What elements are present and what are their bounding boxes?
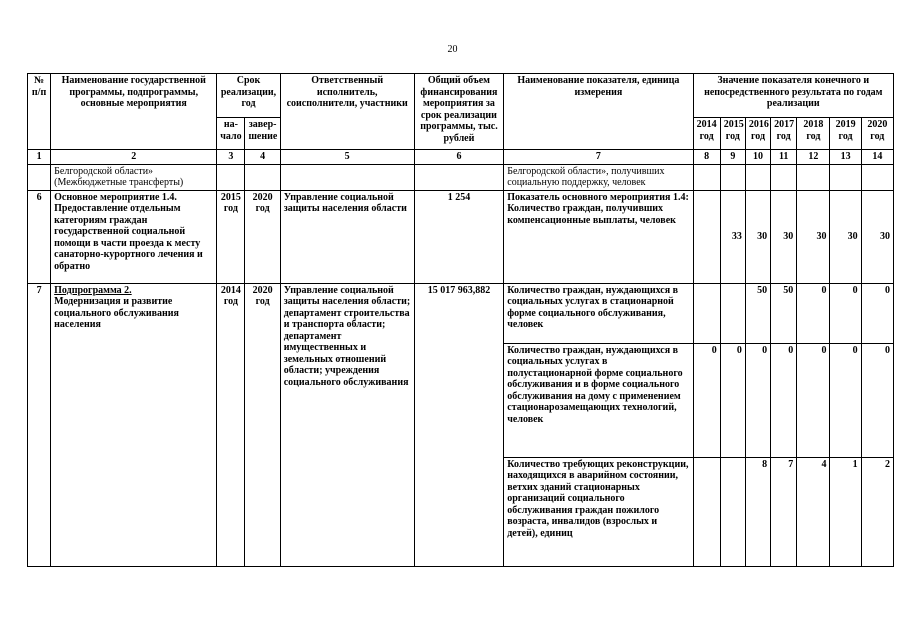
- header-year: 2016 год: [745, 118, 770, 150]
- header-funding: Общий объем финансирования мероприятия за срок реализации программы, тыс. рублей: [414, 74, 504, 150]
- row7-ind1-value: 0: [830, 283, 861, 343]
- column-number: 12: [797, 150, 830, 165]
- row7-ind1-value: 0: [797, 283, 830, 343]
- row7-name: [51, 283, 217, 566]
- row7-indicator-3: Количество требующих реконструкции, находящихся в аварийном состоянии, ветхих зданий стационарных организаций социального обслуживания граждан пожилого возраста, инвалидов (взрослых и детей), единиц: [504, 457, 693, 566]
- row7-ind3-value: [693, 457, 720, 566]
- row6-executor: Управление социальной защиты населения области: [280, 190, 414, 283]
- header-term-end: завер-шение: [245, 118, 280, 150]
- column-number: 10: [745, 150, 770, 165]
- column-number: 2: [51, 150, 217, 165]
- row7-ind1-value: 50: [771, 283, 797, 343]
- column-number: 3: [217, 150, 245, 165]
- row7-ind3-value: 2: [861, 457, 893, 566]
- row6-value: 30: [830, 190, 861, 283]
- row6-indicator: Показатель основного мероприятия 1.4: Количество граждан, получивших компенсационные выплаты, человек: [504, 190, 693, 283]
- row7-name-title: Подпрограмма 2.: [54, 284, 132, 296]
- row7-ind3-value: 7: [771, 457, 797, 566]
- row7-start: 2014 год: [217, 283, 245, 566]
- row6-value: 33: [720, 190, 745, 283]
- row6-num: 6: [28, 190, 51, 283]
- row7-ind2-value: 0: [797, 343, 830, 457]
- row6-value: 30: [797, 190, 830, 283]
- header-year: 2014 год: [693, 118, 720, 150]
- row7-ind2-value: 0: [745, 343, 770, 457]
- header-year: 2018 год: [797, 118, 830, 150]
- row7-ind1-value: 0: [861, 283, 893, 343]
- header-num: № п/п: [28, 74, 51, 150]
- column-number: 9: [720, 150, 745, 165]
- row7-name-rest: Модернизация и развитие социального обслуживания населения: [54, 296, 179, 330]
- column-number: 6: [414, 150, 504, 165]
- row7-ind1-value: [693, 283, 720, 343]
- row6-name: Основное мероприятие 1.4. Предоставление отдельным категориям граждан государственной социальной помощи в части проезда к месту санаторно-курортного лечения и обратно: [51, 190, 217, 283]
- table-row-7: [28, 283, 894, 343]
- row7-funding: 15 017 963,882: [414, 283, 504, 566]
- column-number-row: [28, 150, 894, 165]
- row7-indicator-2: Количество граждан, нуждающихся в социальных услугах в полустационарной форме социального обслуживания и в форме социального обслуживания на дому с применением стационарозамещающих технологий, человек: [504, 343, 693, 457]
- header-term-start: на-чало: [217, 118, 245, 150]
- column-number: 14: [861, 150, 893, 165]
- row6-value: 30: [771, 190, 797, 283]
- row7-executor: Управление социальной защиты населения области; департамент строительства и транспорта области; департамент имущественных и земельных отношений области; учреждения социального обслуживания: [280, 283, 414, 566]
- row7-ind2-value: 0: [693, 343, 720, 457]
- column-number: 7: [504, 150, 693, 165]
- row6-value: 30: [861, 190, 893, 283]
- cont-name: Белгородской области» (Межбюджетные трансферты): [51, 164, 217, 190]
- header-row: [28, 74, 894, 118]
- table-row-6: [28, 190, 894, 283]
- column-number: 13: [830, 150, 861, 165]
- column-number: 11: [771, 150, 797, 165]
- column-number: 8: [693, 150, 720, 165]
- row6-start: 2015 год: [217, 190, 245, 283]
- header-values: Значение показателя конечного и непосредственного результата по годам реализации: [693, 74, 893, 118]
- row7-ind3-value: 1: [830, 457, 861, 566]
- column-number: 1: [28, 150, 51, 165]
- table-row-continuation: [28, 164, 894, 190]
- row7-num: 7: [28, 283, 51, 566]
- page-number: 20: [447, 44, 458, 55]
- header-term: Срок реализации, год: [217, 74, 280, 118]
- row7-ind1-value: [720, 283, 745, 343]
- header-name: Наименование государственной программы, подпрограммы, основные мероприятия: [51, 74, 217, 150]
- column-number: 5: [280, 150, 414, 165]
- program-table: [27, 73, 894, 567]
- row7-ind2-value: 0: [771, 343, 797, 457]
- header-year: 2020 год: [861, 118, 893, 150]
- row7-end: 2020 год: [245, 283, 280, 566]
- row6-end: 2020 год: [245, 190, 280, 283]
- row7-ind1-value: 50: [745, 283, 770, 343]
- cont-indicator: Белгородской области», получивших социальную поддержку, человек: [504, 164, 693, 190]
- row7-ind3-value: [720, 457, 745, 566]
- header-year: 2017 год: [771, 118, 797, 150]
- row6-value: 30: [745, 190, 770, 283]
- row7-ind2-value: 0: [861, 343, 893, 457]
- column-number: 4: [245, 150, 280, 165]
- row7-indicator-1: Количество граждан, нуждающихся в социальных услугах в стационарной форме социального обслуживания, человек: [504, 283, 693, 343]
- header-executor: Ответственный исполнитель, соисполнители, участники: [280, 74, 414, 150]
- header-year: 2019 год: [830, 118, 861, 150]
- row7-ind3-value: 4: [797, 457, 830, 566]
- row7-ind3-value: 8: [745, 457, 770, 566]
- row7-ind2-value: 0: [830, 343, 861, 457]
- row6-value: [693, 190, 720, 283]
- header-indicator: Наименование показателя, единица измерения: [504, 74, 693, 150]
- header-year: 2015 год: [720, 118, 745, 150]
- row6-funding: 1 254: [414, 190, 504, 283]
- row7-ind2-value: 0: [720, 343, 745, 457]
